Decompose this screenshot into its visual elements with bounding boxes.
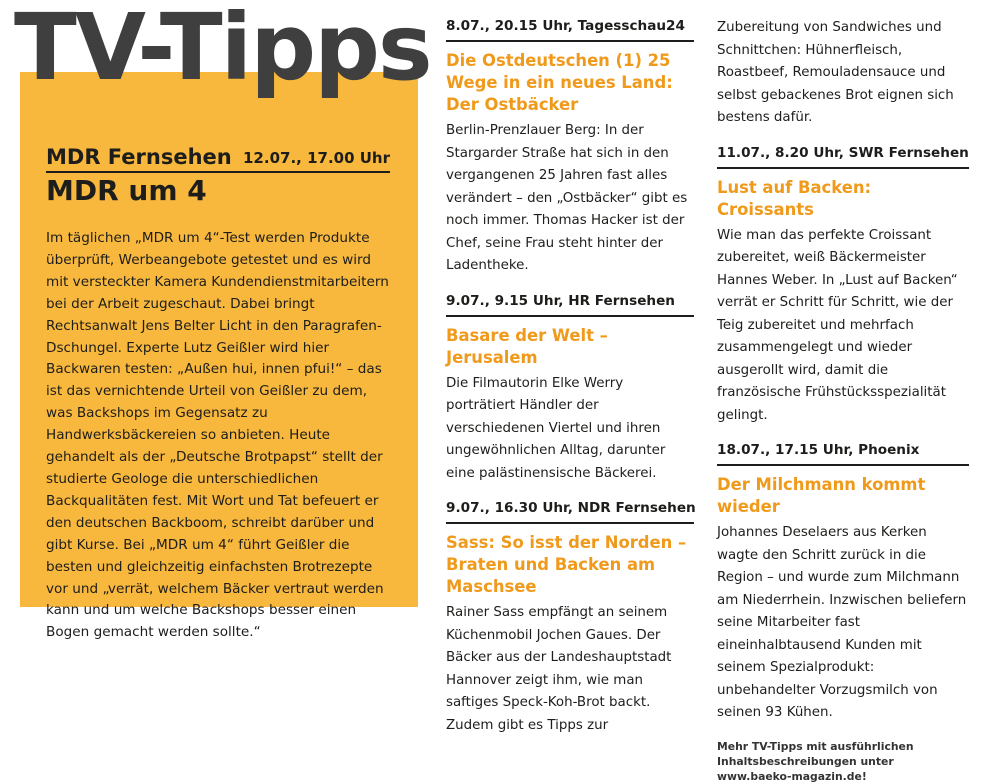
entry-headline: Die Ostdeutschen (1) 25 Wege in ein neues Land: Der Ostbäcker — [446, 51, 673, 114]
tv-tip-entry — [717, 144, 969, 428]
tv-tip-entry — [446, 17, 694, 278]
entry-headline: Basare der Welt – Jerusalem — [446, 325, 608, 367]
entry-headline: Sass: So isst der Norden – Braten und Backen am Maschsee — [446, 533, 687, 596]
featured-body: Im täglichen „MDR um 4“-Test werden Produkte überprüft, Werbeangebote getestet und es wird mit versteckter Kamera Kundendienstmitarbeitern bei der Arbeit zugeschaut. Dabei bringt Rechtsanwalt Jens Belter Licht in den Paragrafen-Dschungel. Experte Lutz Geißler wird hier Backwaren testen: „Außen hui, innen pfui!“ – das ist das vernichtende Urteil von Geißler zu dem, was Backshops im Gegensatz zu Handwerksbäckereien so anbieten. Heute gehandelt als der „Deutsche Brotpapst“ stellt der studierte Geologe die unterschiedlichen Backqualitäten fest. Mit Wort und Tat befeuert er den deutschen Backboom, schreibt darüber und gibt Kurse. Bei „MDR um 4“ führt Geißler die besten und gleichzeitig einfachsten Brotrezepte vor und „verrät, welchem Bäcker vertraut werden kann und um welche Backshops besser einen Bogen gemacht werden sollte.“ — [46, 230, 389, 641]
featured-divider — [46, 171, 390, 173]
tv-tip-entry — [446, 292, 694, 486]
entry-meta: 8.07., 20.15 Uhr, Tagesschau24 — [446, 17, 694, 42]
featured-date: 12.07., 17.00 Uhr — [243, 149, 390, 167]
entry-description: Johannes Deselaers aus Kerken wagte den Schritt zurück in die Region – und wurde zum Milchmann am Niederrhein. Inzwischen beliefern seine Mitarbeiter fast eineinhalbtausend Kunden mit seinem Spezialprodukt: unbehandelter Vorzugsmilch von seinen 93 Kühen. — [717, 525, 967, 720]
entry-meta: 9.07., 16.30 Uhr, NDR Fernsehen — [446, 499, 694, 524]
featured-channel: MDR Fernsehen — [46, 145, 232, 169]
column-a — [446, 17, 694, 737]
more-tips-note: Mehr TV-Tipps mit ausführlichen Inhaltsbeschreibungen unter www.baeko-magazin.de! — [717, 739, 914, 783]
entry-headline: Der Milchmann kommt wieder — [717, 475, 926, 516]
tv-tip-entry — [717, 441, 969, 725]
entry-description: Berlin-Prenzlauer Berg: In der Stargarder Straße hat sich in den vergangenen 25 Jahren fast alles verändert – den „Ostbäcker“ gibt es noch immer. Thomas Hacker ist der Chef, seine Frau steht hinter der Ladentheke. — [446, 123, 688, 273]
entry-meta: 18.07., 17.15 Uhr, Phoenix — [717, 441, 969, 466]
page-title: TV-Tipps — [14, 0, 431, 101]
entry-meta: 9.07., 9.15 Uhr, HR Fernsehen — [446, 292, 694, 317]
entry-description: Wie man das perfekte Croissant zubereitet, weiß Bäckermeister Hannes Weber. In „Lust auf Backen“ verrät er Schritt für Schritt, wie der Teig zubereitet und mehrfach zusammengelegt und wieder ausgerollt wird, damit die französische Frühstücksspezialität gelingt. — [717, 227, 958, 423]
tv-tip-entry — [446, 499, 694, 737]
entry-description-continuation: Zubereitung von Sandwiches und Schnittchen: Hühnerfleisch, Roastbeef, Remouladensauce und selbst gebackenes Brot eignen sich bestens dafür. — [717, 20, 954, 125]
entry-headline: Lust auf Backen: Croissants — [717, 177, 872, 219]
entry-description: Rainer Sass empfängt an seinem Küchenmobil Jochen Gaues. Der Bäcker aus der Landeshauptstadt Hannover zeigt ihm, wie man saftiges Speck-Koh-Brot backt. Zudem gibt es Tipps zur — [446, 605, 672, 733]
entry-meta: 11.07., 8.20 Uhr, SWR Fernsehen — [717, 144, 969, 169]
column-b — [717, 17, 969, 784]
featured-title: MDR um 4 — [46, 174, 207, 207]
entry-description: Die Filmautorin Elke Werry porträtiert Händler der verschiedenen Viertel und ihren ungewöhnlichen Alltag, darunter eine palästinensische Bäckerei. — [446, 375, 666, 481]
